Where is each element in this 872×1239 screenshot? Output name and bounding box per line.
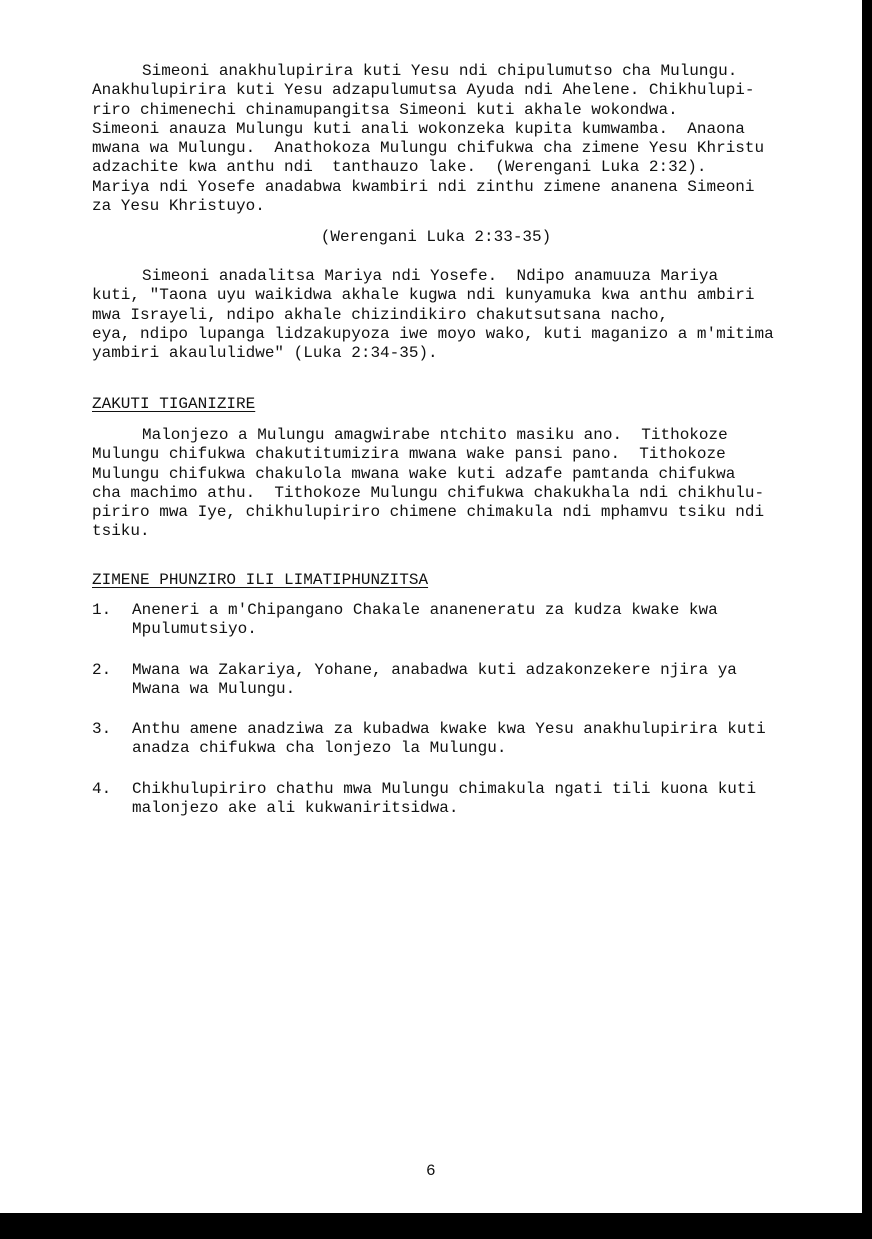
text-line: Simeoni anadalitsa Mariya ndi Yosefe. Ndipo anamuuza Mariya [142,267,719,285]
text-line: cha machimo athu. Tithokoze Mulungu chifukwa chakukhala ndi chikhulu- [92,483,765,502]
scan-edge-right [862,0,872,1239]
text-line: Chikhulupiriro chathu mwa Mulungu chimakula ngati tili kuona kuti [132,780,757,798]
text-line: Mariya ndi Yosefe anadabwa kwambiri ndi zinthu zimene ananena Simeoni [92,177,755,196]
text-line: anadza chifukwa cha lonjezo la Mulungu. [132,739,507,758]
list-item [92,780,756,819]
list-number: 1. [92,601,112,619]
section-heading-lessons: ZIMENE PHUNZIRO ILI LIMATIPHUNZITSA [92,571,429,589]
text-line: Simeoni anakhulupirira kuti Yesu ndi chipulumutso cha Mulungu. [142,62,738,80]
text-line: Mulungu chifukwa chakutitumizira mwana wake pansi pano. Tithokoze [92,445,726,464]
text-line: Anakhulupirira kuti Yesu adzapulumutsa Ayuda ndi Ahelene. Chikhulupi- [92,81,755,100]
list-number: 2. [92,661,112,679]
list-item [92,601,718,640]
text-line: Aneneri a m'Chipangano Chakale ananeneratu za kudza kwake kwa [132,601,718,619]
text-line: Mwana wa Mulungu. [132,680,296,699]
text-line: piriro mwa Iye, chikhulupiriro chimene chimakula ndi mphamvu tsiku ndi [92,503,765,522]
list-number: 4. [92,780,112,798]
text-line: adzachite kwa anthu ndi tanthauzo lake. (Werengani Luka 2:32). [92,158,707,177]
scripture-reference: (Werengani Luka 2:33-35) [320,228,552,246]
list-item [92,720,766,759]
text-line: Anthu amene anadziwa za kubadwa kwake kwa Yesu anakhulupirira kuti [132,720,766,738]
text-line: za Yesu Khristuyo. [92,197,265,216]
section-heading-reflection: ZAKUTI TIGANIZIRE [92,395,256,413]
text-line: yambiri akaululidwe" (Luka 2:34-35). [92,344,438,363]
text-line: Mulungu chifukwa chakulola mwana wake kuti adzafe pamtanda chifukwa [92,464,736,483]
text-line: mwa Israyeli, ndipo akhale chizindikiro chakutsutsana nacho, [92,305,669,324]
text-line: tsiku. [92,522,150,541]
list-number: 3. [92,720,112,738]
text-line: eya, ndipo lupanga lidzakupyoza iwe moyo wako, kuti maganizo a m'mitima [92,324,774,343]
text-line: mwana wa Mulungu. Anathokoza Mulungu chifukwa cha zimene Yesu Khristu [92,139,765,158]
scan-edge-bottom [0,1213,872,1239]
list-item [92,661,737,700]
paragraph-simeoni-belief [92,62,764,216]
page-number: 6 [426,1162,436,1180]
text-line: Malonjezo a Mulungu amagwirabe ntchito masiku ano. Tithokoze [142,426,728,444]
text-line: Simeoni anauza Mulungu kuti anali wokonzeka kupita kumwamba. Anaona [92,119,745,138]
paragraph-simeoni-blessing [92,267,774,363]
text-line: kuti, "Taona uyu waikidwa akhale kugwa ndi kunyamuka kwa anthu ambiri [92,286,755,305]
text-line: riro chimenechi chinamupangitsa Simeoni kuti akhale wokondwa. [92,100,678,119]
paragraph-reflection [92,426,764,542]
text-line: Mpulumutsiyo. [132,620,257,639]
text-line: malonjezo ake ali kukwaniritsidwa. [132,799,459,818]
text-line: Mwana wa Zakariya, Yohane, anabadwa kuti adzakonzekere njira ya [132,661,737,679]
